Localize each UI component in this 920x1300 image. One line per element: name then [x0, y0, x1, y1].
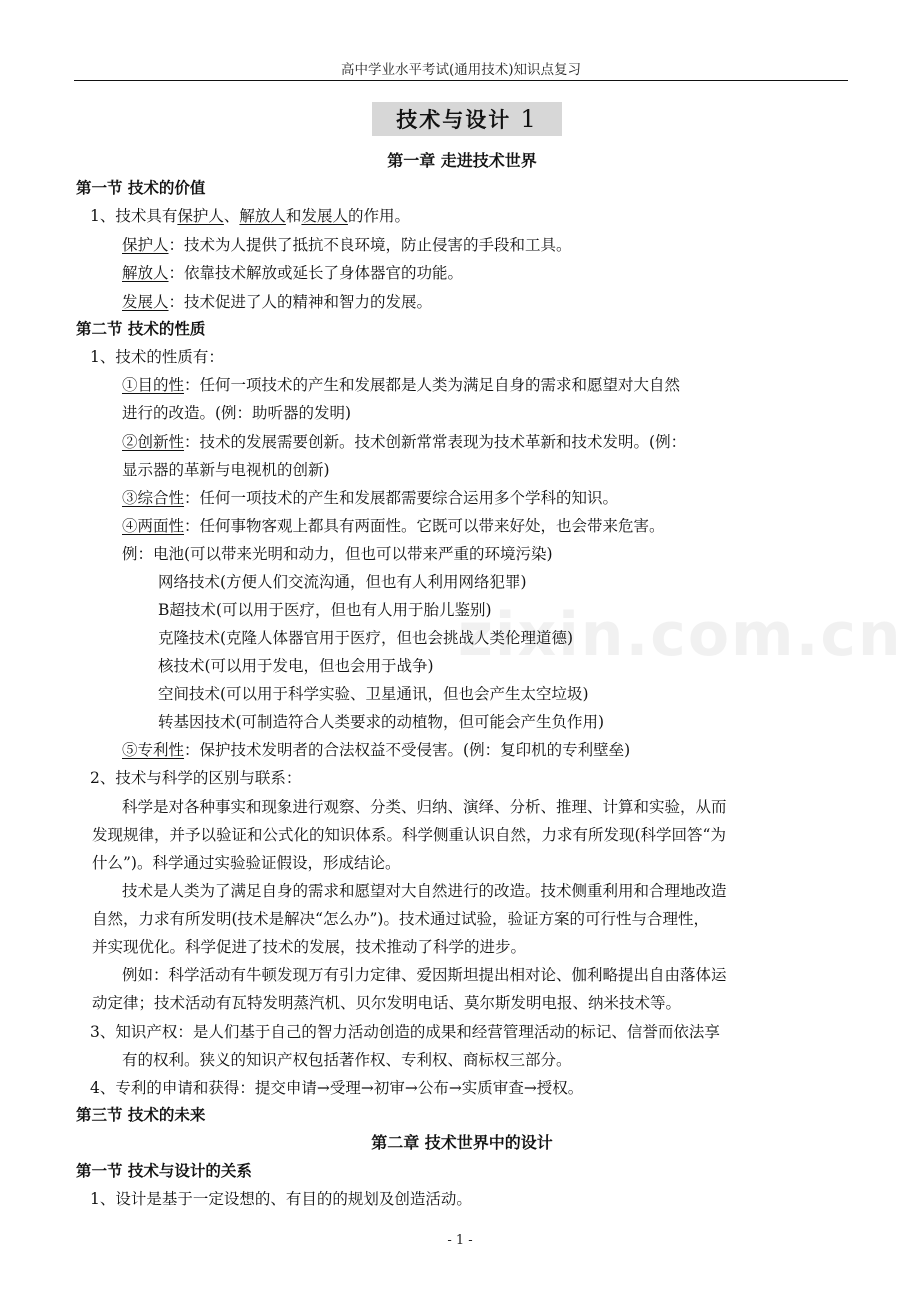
- watermark: zixin.com.cn: [458, 600, 903, 670]
- running-header: 高中学业水平考试(通用技术)知识点复习: [340, 62, 582, 78]
- duality-example: 核技术(可以用于发电，但也会用于战争): [158, 657, 434, 675]
- ip-item-line: 3、知识产权：是人们基于自己的智力活动创造的成果和经营管理活动的标记、信誉而依法享: [90, 1023, 720, 1041]
- document-title-number: 1: [520, 105, 538, 133]
- example-paragraph-line: 动定律；技术活动有瓦特发明蒸汽机、贝尔发明电话、莫尔斯发明电报、纳米技术等。: [92, 994, 682, 1012]
- example-paragraph-line: 例如：科学活动有牛顿发现万有引力定律、爱因斯坦提出相对论、伽利略提出自由落体运: [122, 966, 727, 984]
- nature-innovation: ②创新性：技术的发展需要创新。技术创新常常表现为技术革新和技术发明。(例：: [122, 433, 687, 451]
- page-number: - 1 -: [447, 1233, 473, 1248]
- nature-comprehensive: ③综合性：任何一项技术的产生和发展都需要综合运用多个学科的知识。: [122, 489, 619, 507]
- nature-innovation-cont: 显示器的革新与电视机的创新): [122, 461, 330, 479]
- definition-protect: 保护人：技术为人提供了抵抗不良环境，防止侵害的手段和工具。: [122, 236, 572, 254]
- duality-example: 例：电池(可以带来光明和动力，但也可以带来严重的环境污染): [122, 545, 553, 563]
- duality-example: 空间技术(可以用于科学实验、卫星通讯，但也会产生太空垃圾): [158, 685, 589, 703]
- chapter-1-heading: 第一章 走进技术世界: [387, 151, 537, 170]
- definition-liberate: 解放人：依靠技术解放或延长了身体器官的功能。: [122, 264, 464, 282]
- document-title: [372, 102, 562, 136]
- nature-purpose-cont: 进行的改造。(例：助听器的发明): [122, 404, 352, 422]
- technology-paragraph-line: 并实现优化。科学促进了技术的发展，技术推动了科学的进步。: [92, 938, 527, 956]
- header-rule: [74, 80, 848, 81]
- science-paragraph-line: 发现规律，并予以验证和公式化的知识体系。科学侧重认识自然，力求有所发现(科学回答“为: [92, 826, 726, 844]
- chapter-2-heading: 第二章 技术世界中的设计: [371, 1133, 553, 1152]
- nature-duality: ④两面性：任何事物客观上都具有两面性。它既可以带来好处，也会带来危害。: [122, 517, 665, 535]
- science-paragraph-line: 什么”)。科学通过实验验证假设，形成结论。: [92, 854, 401, 872]
- patent-process-item: 4、专利的申请和获得：提交申请→受理→初审→公布→实质审查→授权。: [90, 1079, 584, 1097]
- duality-example: 转基因技术(可制造符合人类要求的动植物，但可能会产生负作用): [158, 713, 605, 731]
- design-item-1: 1、设计是基于一定设想的、有目的的规划及创造活动。: [90, 1190, 472, 1208]
- technology-paragraph-line: 技术是人类为了满足自身的需求和愿望对大自然进行的改造。技术侧重利用和合理地改造: [122, 882, 727, 900]
- science-paragraph-line: 科学是对各种事实和现象进行观察、分类、归纳、演绎、分析、推理、计算和实验，从而: [122, 798, 727, 816]
- section-1-1-heading: 第一节 技术的价值: [76, 179, 206, 197]
- value-item-1: 1、技术具有保护人、解放人和发展人的作用。: [90, 207, 410, 225]
- section-2-1-heading: 第一节 技术与设计的关系: [76, 1162, 252, 1180]
- section-1-2-heading: 第二节 技术的性质: [76, 320, 206, 338]
- nature-patent: ⑤专利性：保护技术发明者的合法权益不受侵害。(例：复印机的专利壁垒): [122, 741, 631, 759]
- ip-item-line: 有的权利。狭义的知识产权包括著作权、专利权、商标权三部分。: [122, 1051, 572, 1069]
- document-title-text: 技术与设计: [396, 108, 512, 132]
- definition-develop: 发展人：技术促进了人的精神和智力的发展。: [122, 293, 433, 311]
- duality-example: 克隆技术(克隆人体器官用于医疗，但也会挑战人类伦理道德): [158, 629, 574, 647]
- duality-example: 网络技术(方便人们交流沟通，但也有人利用网络犯罪): [158, 573, 527, 591]
- section-1-3-heading: 第三节 技术的未来: [76, 1106, 206, 1124]
- technology-paragraph-line: 自然，力求有所发明(技术是解决“怎么办”)。技术通过试验，验证方案的可行性与合理性，: [92, 910, 709, 928]
- duality-example: B超技术(可以用于医疗，但也有人用于胎儿鉴别): [158, 601, 492, 619]
- nature-intro: 1、技术的性质有：: [90, 348, 224, 366]
- science-tech-intro: 2、技术与科学的区别与联系：: [90, 769, 302, 787]
- nature-purpose: ①目的性：任何一项技术的产生和发展都是人类为满足自身的需求和愿望对大自然: [122, 376, 681, 394]
